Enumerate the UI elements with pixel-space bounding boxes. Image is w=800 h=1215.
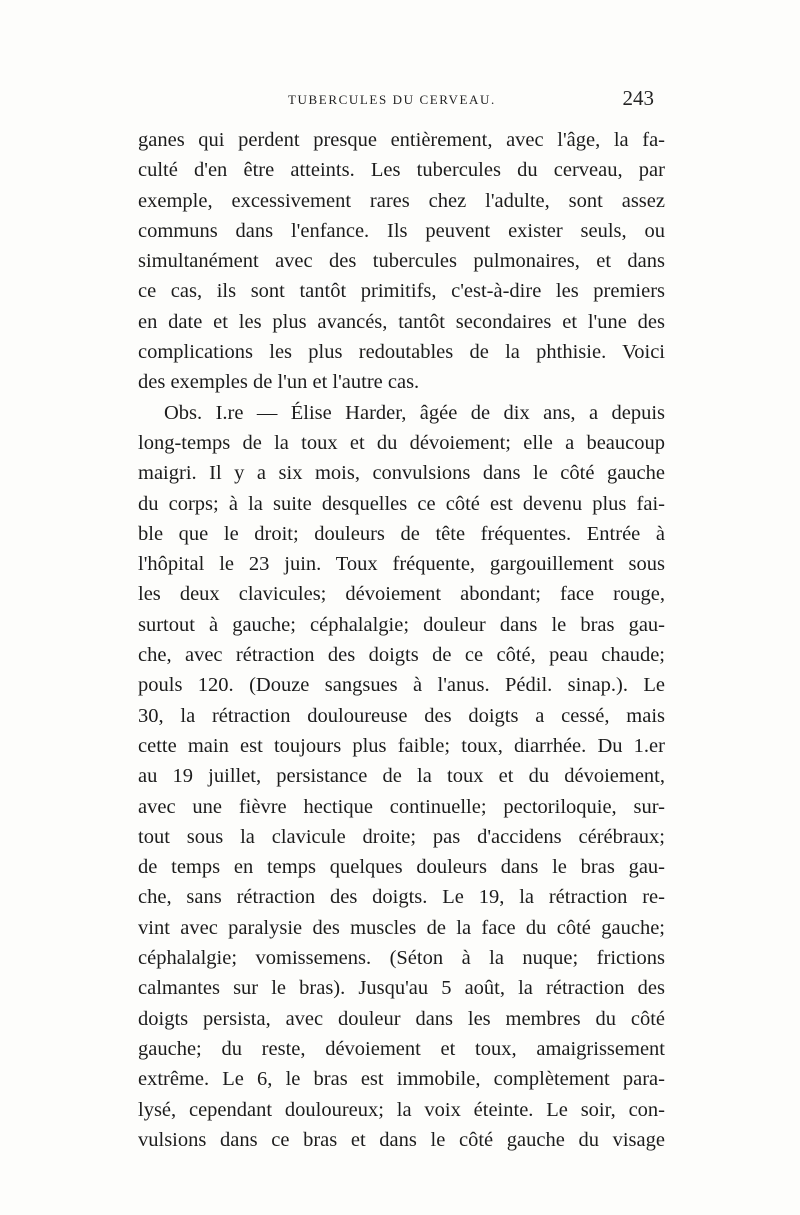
- text-line: communs dans l'enfance. Ils peuvent exister seuls, ou: [138, 219, 665, 242]
- text-line: céphalalgie; vomissemens. (Séton à la nuque; frictions: [138, 947, 665, 970]
- text-line: en date et les plus avancés, tantôt secondaires et l'une des: [138, 310, 665, 333]
- text-line: ble que le droit; douleurs de tête fréquentes. Entrée à: [138, 522, 665, 545]
- text-line: de temps en temps quelques douleurs dans le bras gau-: [138, 856, 665, 879]
- page-number: 243: [622, 86, 654, 110]
- text-line: exemple, excessivement rares chez l'adulte, sont assez: [138, 189, 665, 212]
- text-line: du corps; à la suite desquelles ce côté est devenu plus fai-: [138, 492, 665, 515]
- text-line: l'hôpital le 23 juin. Toux fréquente, gargouillement sous: [138, 553, 665, 576]
- text-line: ce cas, ils sont tantôt primitifs, c'est-à-dire les premiers: [138, 280, 665, 303]
- text-line: che, avec rétraction des doigts de ce côté, peau chaude;: [138, 644, 665, 667]
- text-line: lysé, cependant douloureux; la voix éteinte. Le soir, con-: [138, 1098, 665, 1121]
- text-line: Obs. I.re — Élise Harder, âgée de dix ans, a depuis: [164, 401, 665, 424]
- text-line: vint avec paralysie des muscles de la face du côté gauche;: [138, 916, 665, 939]
- text-line: des exemples de l'un et l'autre cas.: [138, 371, 420, 394]
- text-line: au 19 juillet, persistance de la toux et du dévoiement,: [138, 765, 665, 788]
- text-line: vulsions dans ce bras et dans le côté gauche du visage: [138, 1128, 665, 1151]
- text-line: che, sans rétraction des doigts. Le 19, la rétraction re-: [138, 886, 665, 909]
- running-title: TUBERCULES DU CERVEAU.: [288, 92, 496, 107]
- text-line: long-temps de la toux et du dévoiement; elle a beaucoup: [138, 431, 665, 454]
- body-text: [138, 125, 665, 1155]
- text-line: calmantes sur le bras). Jusqu'au 5 août, la rétraction des: [138, 977, 665, 1000]
- text-line: doigts persista, avec douleur dans les membres du côté: [138, 1007, 665, 1030]
- text-line: avec une fièvre hectique continuelle; pectoriloquie, sur-: [138, 795, 665, 818]
- text-line: simultanément avec des tubercules pulmonaires, et dans: [138, 250, 665, 273]
- text-line: cette main est toujours plus faible; toux, diarrhée. Du 1.er: [138, 734, 665, 757]
- text-line: ganes qui perdent presque entièrement, avec l'âge, la fa-: [138, 129, 665, 151]
- text-line: pouls 120. (Douze sangsues à l'anus. Pédil. sinap.). Le: [138, 674, 665, 697]
- text-line: extrême. Le 6, le bras est immobile, complètement para-: [138, 1068, 665, 1091]
- text-line: complications les plus redoutables de la phthisie. Voici: [138, 341, 665, 364]
- text-line: gauche; du reste, dévoiement et toux, amaigrissement: [138, 1037, 665, 1060]
- text-line: maigri. Il y a six mois, convulsions dans le côté gauche: [138, 462, 665, 485]
- text-line: tout sous la clavicule droite; pas d'accidens cérébraux;: [138, 825, 665, 848]
- running-head: [138, 88, 660, 112]
- text-line: surtout à gauche; céphalalgie; douleur dans le bras gau-: [138, 613, 665, 636]
- text-line: les deux clavicules; dévoiement abondant; face rouge,: [138, 583, 665, 606]
- text-line: culté d'en être atteints. Les tubercules du cerveau, par: [138, 159, 665, 182]
- text-line: 30, la rétraction douloureuse des doigts a cessé, mais: [138, 704, 665, 727]
